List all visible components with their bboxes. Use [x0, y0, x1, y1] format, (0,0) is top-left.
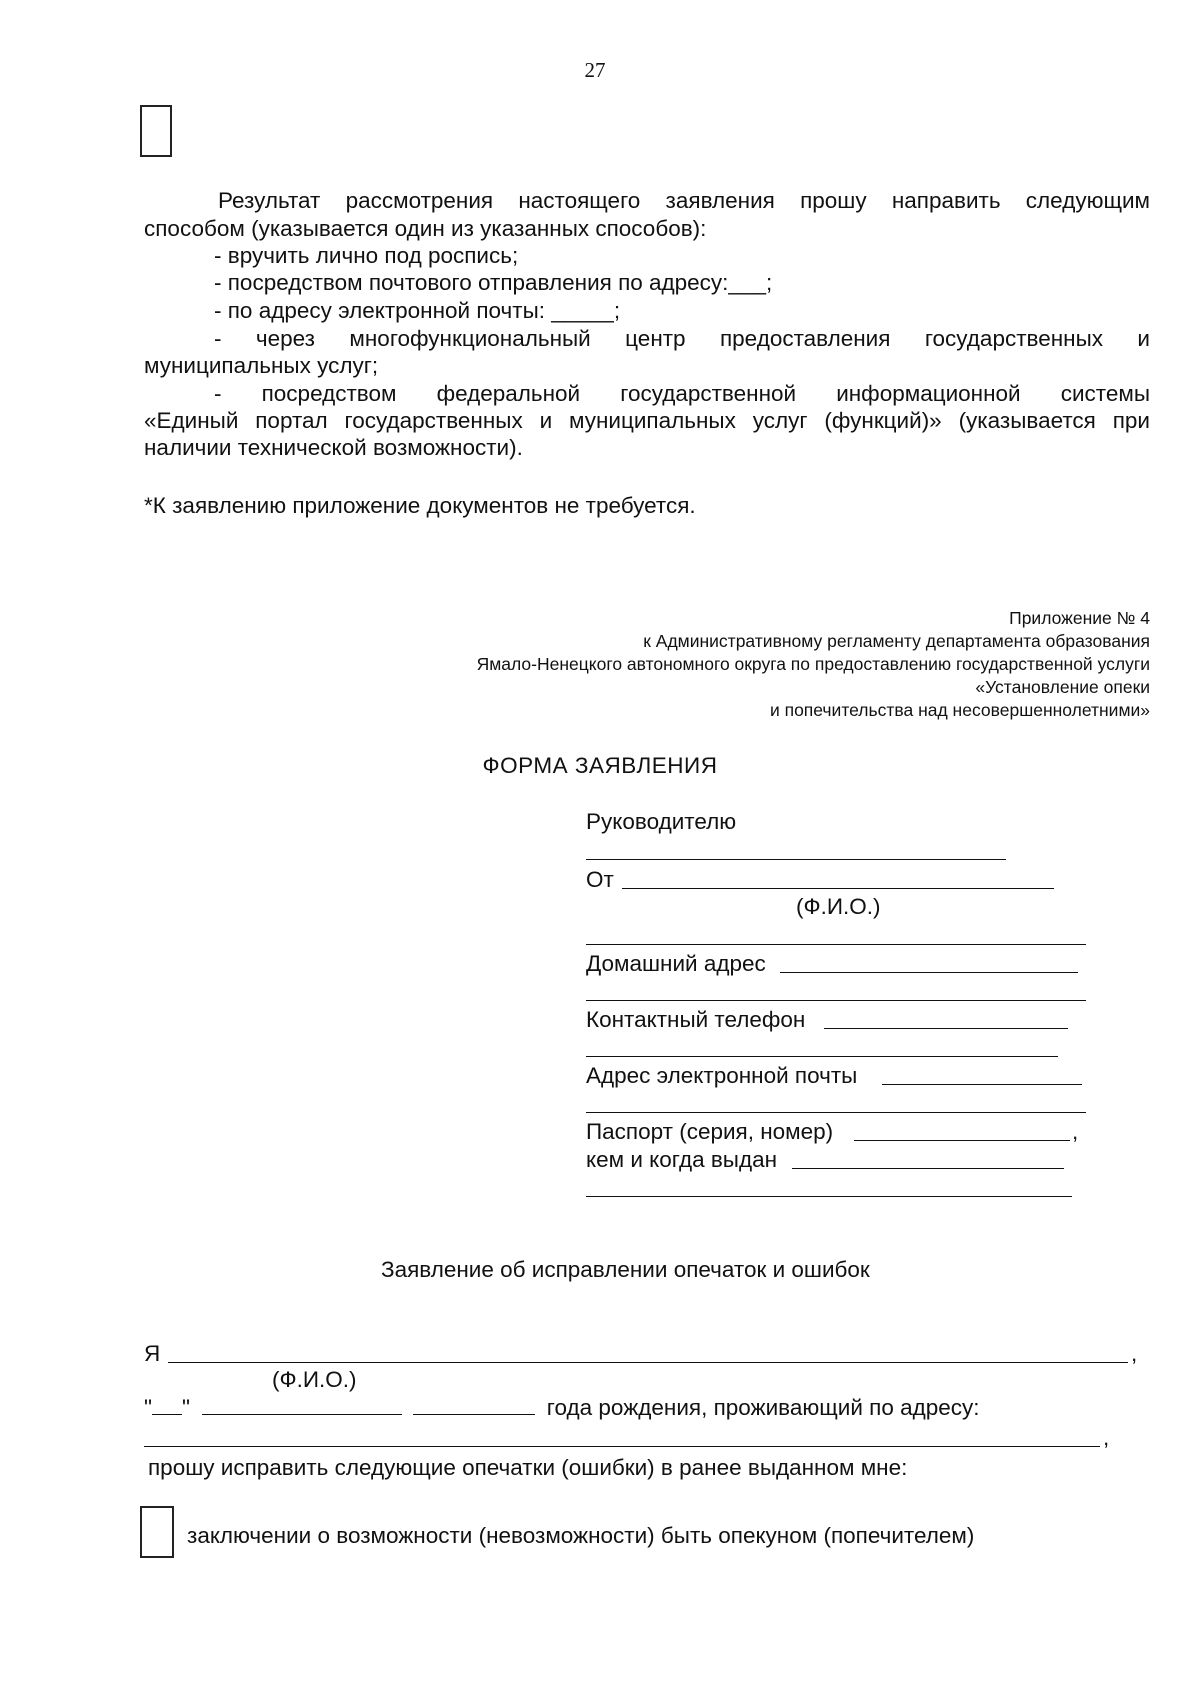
birth-day-close-quote: "	[182, 1395, 190, 1420]
checkbox-conclusion[interactable]	[140, 1506, 174, 1558]
birth-year-field[interactable]	[413, 1394, 535, 1415]
checkbox-conclusion-label: заключении о возможности (невозможности) быть опекуном (попечителем)	[187, 1523, 975, 1548]
form-title: ФОРМА ЗАЯВЛЕНИЯ	[482, 753, 718, 778]
email-label: Адрес электронной почты	[586, 1063, 858, 1088]
request-text: прошу исправить следующие опечатки (ошибки) в ранее выданном мне:	[148, 1455, 908, 1480]
phone-line2[interactable]	[586, 1056, 1058, 1057]
home-address-label: Домашний адрес	[586, 951, 766, 976]
documents-note: *К заявлению приложение документов не требуется.	[144, 493, 696, 518]
to-label: Руководителю	[586, 809, 737, 834]
statement-title: Заявление об исправлении опечаток и ошибок	[381, 1257, 870, 1282]
appendix-line4: «Установление опеки	[975, 677, 1150, 697]
issued-field[interactable]	[792, 1168, 1064, 1169]
applicant-name-field[interactable]	[168, 1362, 1128, 1363]
from-extra-line[interactable]	[586, 944, 1086, 945]
option-mfc-line1: - через многофункциональный центр предоставления государственных и	[214, 326, 1150, 351]
applicant-fio-hint: (Ф.И.О.)	[272, 1367, 357, 1392]
option-email: - по адресу электронной почты: _____;	[214, 298, 621, 323]
passport-field[interactable]	[854, 1140, 1070, 1141]
option-mfc-line2: муниципальных услуг;	[144, 353, 379, 378]
email-line2[interactable]	[586, 1112, 1086, 1113]
phone-label: Контактный телефон	[586, 1007, 806, 1032]
birth-date-line	[144, 1394, 980, 1421]
issued-label: кем и когда выдан	[586, 1147, 778, 1172]
home-address-line2[interactable]	[586, 1000, 1086, 1001]
appendix-line1: Приложение № 4	[1009, 608, 1150, 628]
appendix-line3: Ямало-Ненецкого автономного округа по предоставлению государственной услуги	[476, 654, 1150, 674]
from-name-line[interactable]	[622, 888, 1054, 889]
checkbox-top[interactable]	[140, 105, 172, 157]
birth-day-field[interactable]	[152, 1394, 182, 1415]
option-in-person: - вручить лично под роспись;	[214, 243, 519, 268]
to-name-line[interactable]	[586, 859, 1006, 860]
option-post: - посредством почтового отправления по адресу:___;	[214, 270, 773, 295]
phone-field[interactable]	[824, 1028, 1068, 1029]
home-address-field[interactable]	[780, 972, 1078, 973]
from-fio-hint: (Ф.И.О.)	[796, 894, 881, 919]
email-field[interactable]	[882, 1084, 1082, 1085]
birth-day-open-quote: "	[144, 1395, 152, 1420]
option-portal-line1: - посредством федеральной государственной информационной системы	[214, 381, 1150, 406]
residence-address-field[interactable]	[144, 1446, 1100, 1447]
option-portal-line3: наличии технической возможности).	[144, 435, 523, 460]
from-label: От	[586, 867, 614, 892]
birth-text: года рождения, проживающий по адресу:	[546, 1395, 980, 1420]
page-number: 27	[584, 58, 606, 82]
appendix-line5: и попечительства над несовершеннолетними»	[769, 700, 1150, 720]
i-label: Я	[144, 1341, 161, 1366]
option-portal-line2: «Единый портал государственных и муниципальных услуг (функций)» (указывается при	[144, 408, 1150, 433]
residence-address-comma: ,	[1103, 1425, 1110, 1450]
applicant-name-comma: ,	[1131, 1341, 1138, 1366]
birth-month-field[interactable]	[202, 1394, 402, 1415]
passport-comma: ,	[1072, 1119, 1079, 1144]
appendix-line2: к Административному регламенту департамента образования	[643, 631, 1150, 651]
passport-label: Паспорт (серия, номер)	[586, 1119, 834, 1144]
issued-line2[interactable]	[586, 1196, 1072, 1197]
result-intro-line2: способом (указывается один из указанных способов):	[144, 216, 707, 241]
result-intro-line1: Результат рассмотрения настоящего заявления прошу направить следующим	[218, 188, 1150, 213]
